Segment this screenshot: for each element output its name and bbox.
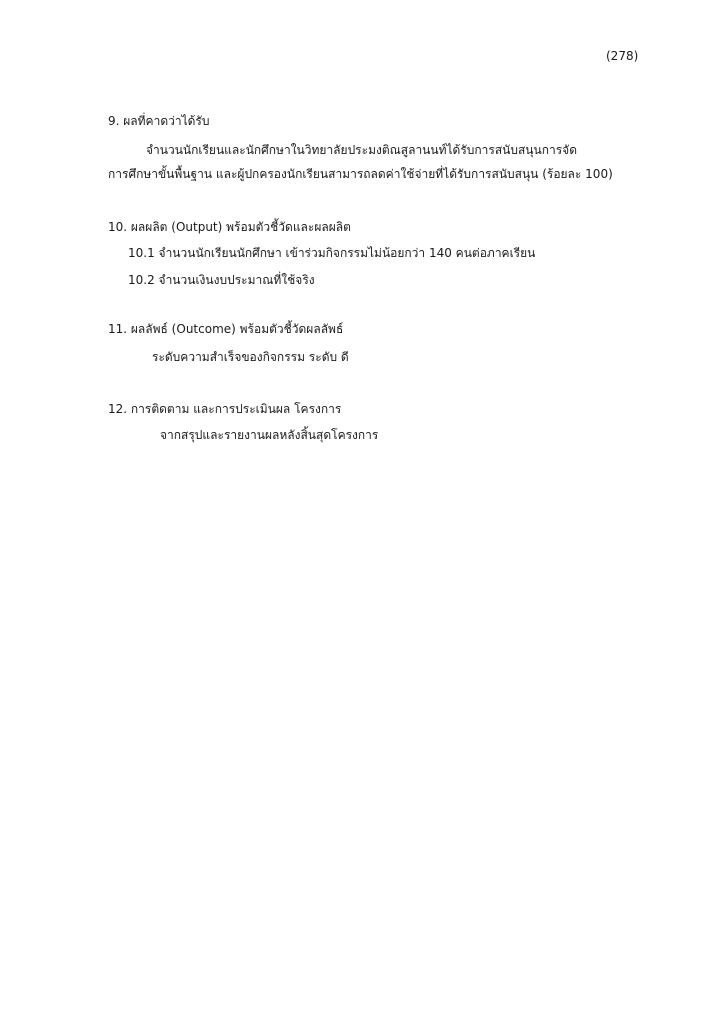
section-12-heading: 12. การติดตาม และการประเมินผล โครงการ: [108, 402, 342, 416]
section-11-heading: 11. ผลลัพธ์ (Outcome) พร้อมตัวชี้วัดผลลัพธ์: [108, 322, 344, 336]
section-10-heading: 10. ผลผลิต (Output) พร้อมตัวชี้วัดและผลผลิต: [108, 220, 351, 234]
section-10-item-1: 10.1 จำนวนนักเรียนนักศึกษา เข้าร่วมกิจกรรมไม่น้อยกว่า 140 คนต่อภาคเรียน: [128, 246, 536, 260]
section-9-paragraph-line-2: การศึกษาขั้นพื้นฐาน และผู้ปกครองนักเรียนสามารถลดค่าใช้จ่ายที่ได้รับการสนับสนุน (ร้อยละ 100): [108, 167, 613, 181]
section-12-body: จากสรุปและรายงานผลหลังสิ้นสุดโครงการ: [160, 428, 379, 442]
page-number: (278): [606, 49, 639, 63]
section-9-heading: 9. ผลที่คาดว่าได้รับ: [108, 114, 210, 128]
section-10-item-2: 10.2 จำนวนเงินงบประมาณที่ใช้จริง: [128, 273, 315, 287]
section-11-body: ระดับความสำเร็จของกิจกรรม ระดับ ดี: [152, 350, 349, 364]
section-9-paragraph-line-1: จำนวนนักเรียนและนักศึกษาในวิทยาลัยประมงติณสูลานนท์ได้รับการสนับสนุนการจัด: [146, 143, 577, 157]
